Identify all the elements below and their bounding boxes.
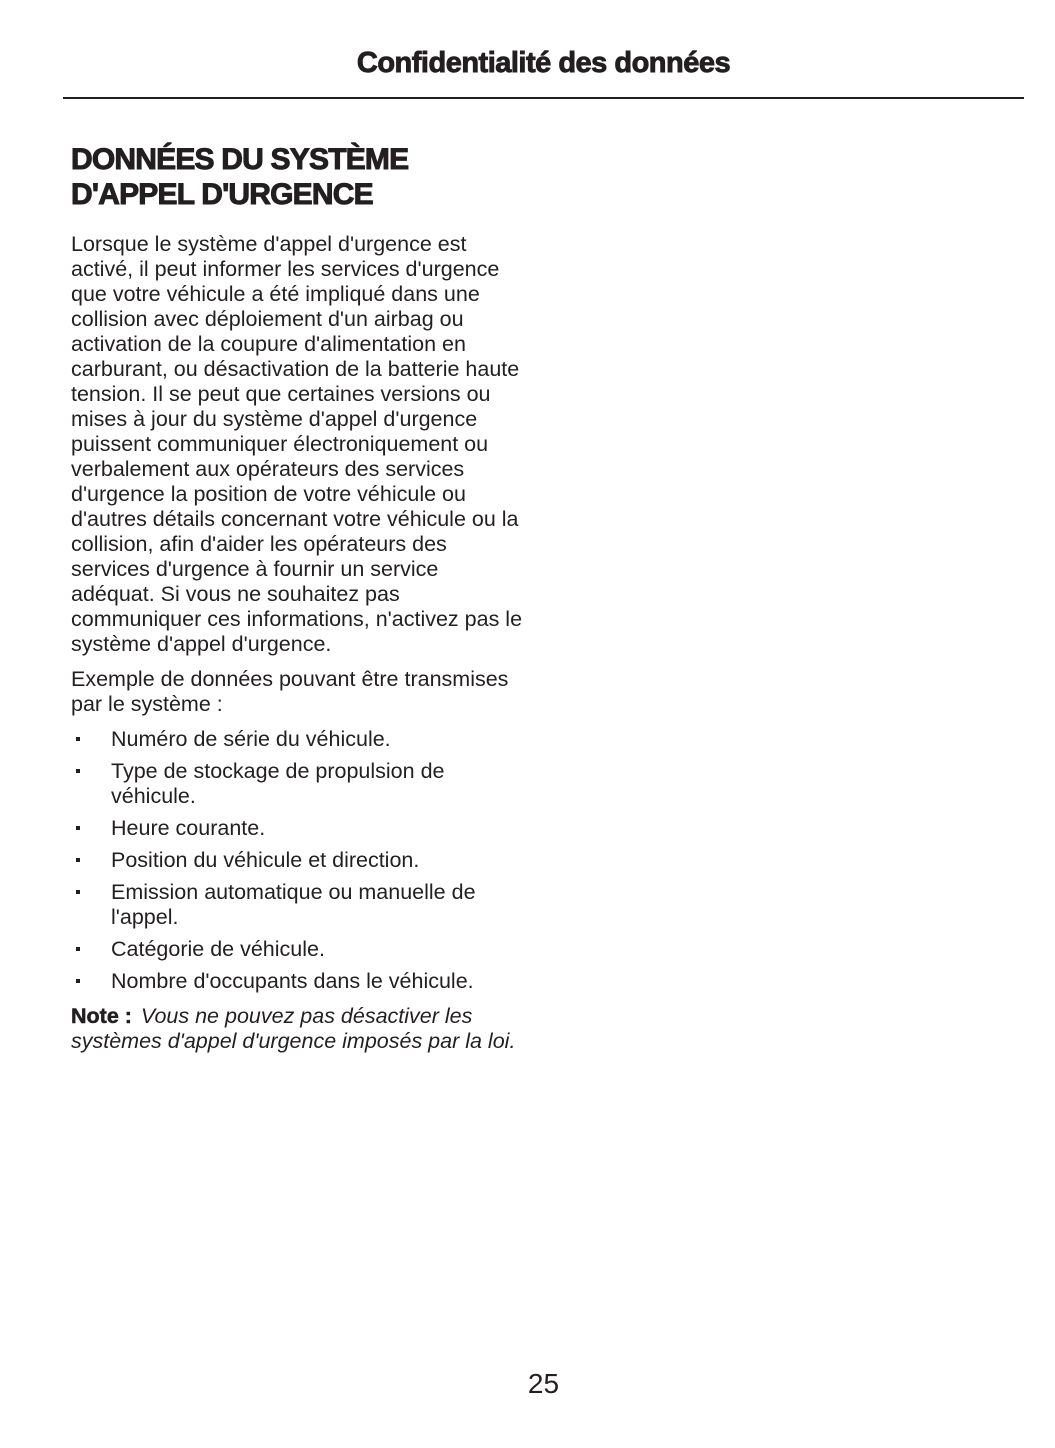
bullet-icon — [76, 890, 80, 894]
note-text: Vous ne pouvez pas désactiver les systèmes d'appel d'urgence imposés par la loi. — [71, 1004, 516, 1053]
list-item-text: Type de stockage de propulsion de véhicule. — [111, 759, 445, 808]
list-item — [71, 937, 524, 962]
transmitted-data-list — [71, 727, 524, 994]
bullet-icon — [76, 826, 80, 830]
list-item-text: Heure courante. — [111, 816, 266, 840]
bullet-icon — [76, 769, 80, 773]
list-item — [71, 848, 524, 873]
bullet-icon — [76, 858, 80, 862]
list-item — [71, 880, 524, 930]
bullet-icon — [76, 979, 80, 983]
list-item-text: Emission automatique ou manuelle de l'appel. — [111, 880, 476, 929]
section-heading: DONNÉES DU SYSTÈME D'APPEL D'URGENCE — [71, 143, 409, 211]
list-item-text: Nombre d'occupants dans le véhicule. — [111, 969, 474, 993]
list-item — [71, 727, 524, 752]
paragraph-data-examples-intro: Exemple de données pouvant être transmises par le système : — [71, 667, 509, 716]
note — [71, 1004, 524, 1054]
page-number: 25 — [527, 1368, 560, 1399]
list-item — [71, 969, 524, 994]
note-label: Note : — [71, 1004, 132, 1028]
list-item — [71, 816, 524, 841]
content-column — [71, 142, 524, 1054]
list-item-text: Position du véhicule et direction. — [111, 848, 420, 872]
list-item-text: Numéro de série du véhicule. — [111, 727, 391, 751]
list-item-text: Catégorie de véhicule. — [111, 937, 325, 961]
paragraph-emergency-call-system: Lorsque le système d'appel d'urgence est activé, il peut informer les services d'urgence que votre véhicule a été impliqué dans une collision avec déploiement d'un airbag ou activation de la coupure d'alimentation en carburant, ou désactivation de la batterie haute tension. Il se peut que certaines versions ou mises à jour du système d'appel d'urgence puissent communiquer électroniquement ou verbalement aux opérateurs des services d'urgence la position de votre véhicule ou d'autres détails concernant votre véhicule ou la collision, afin d'aider les opérateurs des services d'urgence à fournir un service adéquat. Si vous ne souhaitez pas communiquer ces informations, n'activez pas le système d'appel d'urgence. — [71, 232, 523, 656]
header-divider — [63, 97, 1024, 99]
list-item — [71, 759, 524, 809]
bullet-icon — [76, 737, 80, 741]
bullet-icon — [76, 947, 80, 951]
page-header-title: Confidentialité des données — [356, 47, 731, 79]
